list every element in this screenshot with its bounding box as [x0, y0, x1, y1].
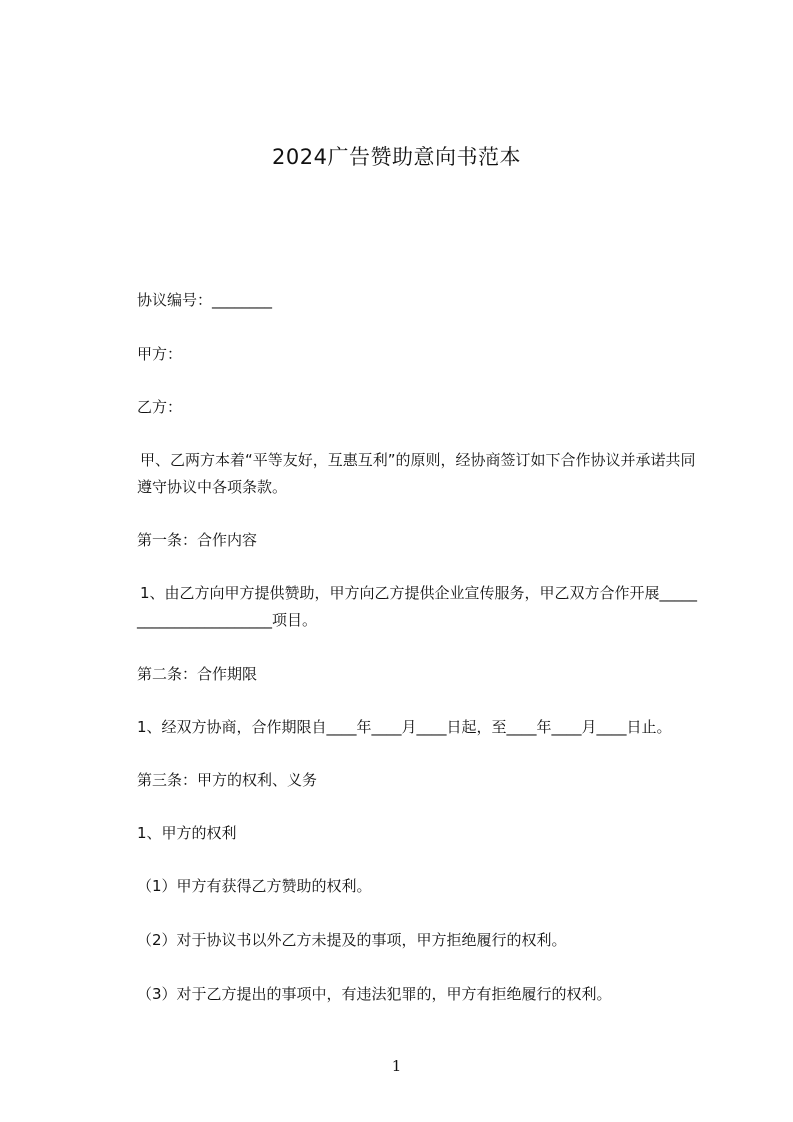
- article-1-item-1: 1、由乙方向甲方提供赞助，甲方向乙方提供企业宣传服务，甲乙双方合作开展_______________________项目。: [137, 584, 698, 629]
- article-2-item-1: 1、经双方协商，合作期限自____年____月____日起，至____年____月____日止。: [137, 718, 672, 736]
- article-3-title: 第三条：甲方的权利、义务: [137, 771, 318, 789]
- page-number: 1: [391, 1057, 402, 1075]
- article-1-title: 第一条：合作内容: [137, 531, 258, 549]
- intro-paragraph: 甲、乙两方本着“平等友好，互惠互利”的原则，经协商签订如下合作协议并承诺共同遵守协议中各项条款。: [137, 451, 696, 496]
- party-a-right-2: （2）对于协议书以外乙方未提及的事项，甲方拒绝履行的权利。: [137, 931, 567, 949]
- document-title: 2024广告赞助意向书范本: [272, 145, 521, 169]
- article-2-title: 第二条：合作期限: [137, 665, 258, 683]
- article-3-subsection-1: 1、甲方的权利: [137, 824, 237, 842]
- agreement-number: 协议编号：________: [137, 291, 273, 309]
- party-b: 乙方：: [137, 398, 183, 416]
- party-a-right-1: （1）甲方有获得乙方赞助的权利。: [137, 877, 372, 895]
- party-a: 甲方：: [137, 345, 183, 363]
- party-a-right-3: （3）对于乙方提出的事项中，有违法犯罪的，甲方有拒绝履行的权利。: [137, 985, 612, 1003]
